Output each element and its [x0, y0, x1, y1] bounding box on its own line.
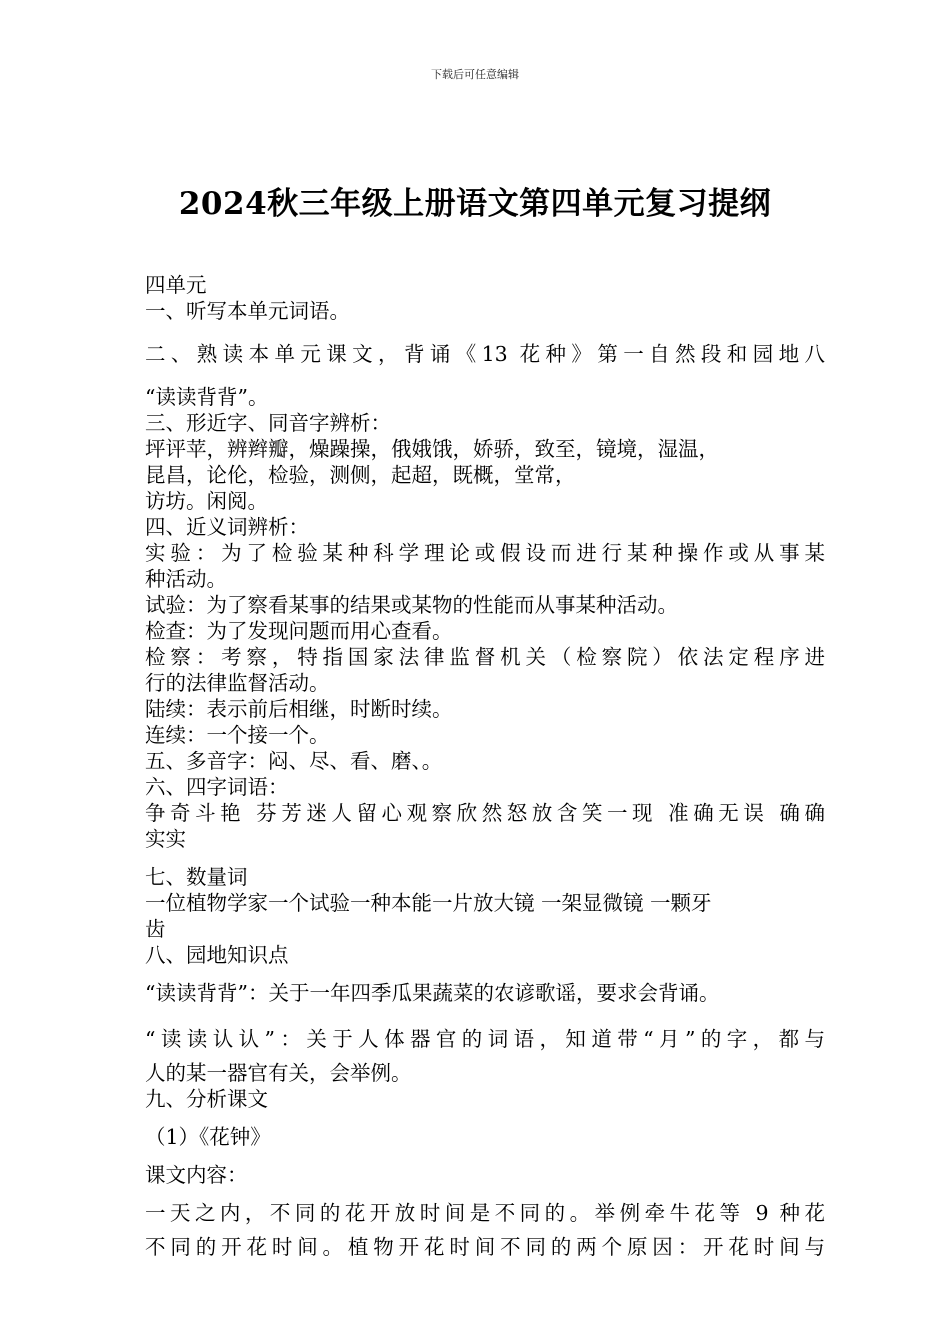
- text-line: 四、近义词辨析：: [145, 515, 309, 539]
- text-line: 陆续：表示前后相继，时断时续。: [145, 697, 453, 721]
- text-line: 种活动。: [145, 567, 227, 591]
- text-line: 一、听写本单元词语。: [145, 299, 350, 323]
- text-line: 访坊。闲阅。: [145, 489, 268, 513]
- text-line: 检察：考察，特指国家法律监督机关（检察院）依法定程序进: [145, 645, 825, 669]
- text-line: 五、多音字：闷、尽、看、磨、。: [145, 749, 443, 773]
- text-line: 连续：一个接一个。: [145, 723, 330, 747]
- document-body: [145, 272, 825, 1260]
- text-line: 昆昌，论伦，检验，测侧，起超，既概，堂常，: [145, 463, 576, 487]
- text-line: 不同的开花时间。植物开花时间不同的两个原因：开花时间与: [145, 1235, 825, 1259]
- text-line: 二、熟读本单元课文，背诵《13 花种》第一自然段和园地八: [145, 342, 825, 366]
- text-line: “读读背背”：关于一年四季瓜果蔬菜的农谚歌谣，要求会背诵。: [145, 981, 720, 1005]
- text-line: 实实: [145, 827, 186, 851]
- text-line: 一天之内，不同的花开放时间是不同的。举例牵牛花等 9 种花: [145, 1201, 825, 1225]
- text-line: 课文内容：: [145, 1163, 248, 1187]
- header-note: 下载后可任意编辑: [431, 68, 519, 81]
- text-line: “读读背背”。: [145, 385, 269, 409]
- text-line: 检查：为了发现问题而用心查看。: [145, 619, 453, 643]
- text-line: “读读认认”：关于人体器官的词语，知道带“月”的字，都与: [145, 1027, 825, 1051]
- text-line: 实验：为了检验某种科学理论或假设而进行某种操作或从事某: [145, 541, 825, 565]
- text-line: 行的法律监督活动。: [145, 671, 330, 695]
- text-line: 七、数量词: [145, 865, 248, 889]
- text-line: 争奇斗艳 芬芳迷人留心观察欣然怒放含笑一现 准确无误 确确: [145, 801, 825, 825]
- section-heading: 四单元: [145, 273, 207, 297]
- document-title: 2024秋三年级上册语文第四单元复习提纲: [178, 186, 772, 222]
- text-line: 六、四字词语：: [145, 775, 289, 799]
- text-line: 试验：为了察看某事的结果或某物的性能而从事某种活动。: [145, 593, 678, 617]
- text-line: 九、分析课文: [145, 1087, 268, 1111]
- text-line: （1）《花钟》: [145, 1125, 271, 1149]
- text-line: 三、形近字、同音字辨析：: [145, 411, 391, 435]
- text-line: 齿: [145, 917, 166, 941]
- text-line: 八、园地知识点: [145, 943, 289, 967]
- text-line: 坪评苹，辨辫瓣，燥躁操，俄娥饿，娇骄，致至，镜境，湿温，: [145, 437, 719, 461]
- text-line: 人的某一器官有关，会举例。: [145, 1061, 412, 1085]
- text-line: 一位植物学家一个试验一种本能一片放大镜 一架显微镜 一颗牙: [145, 891, 712, 915]
